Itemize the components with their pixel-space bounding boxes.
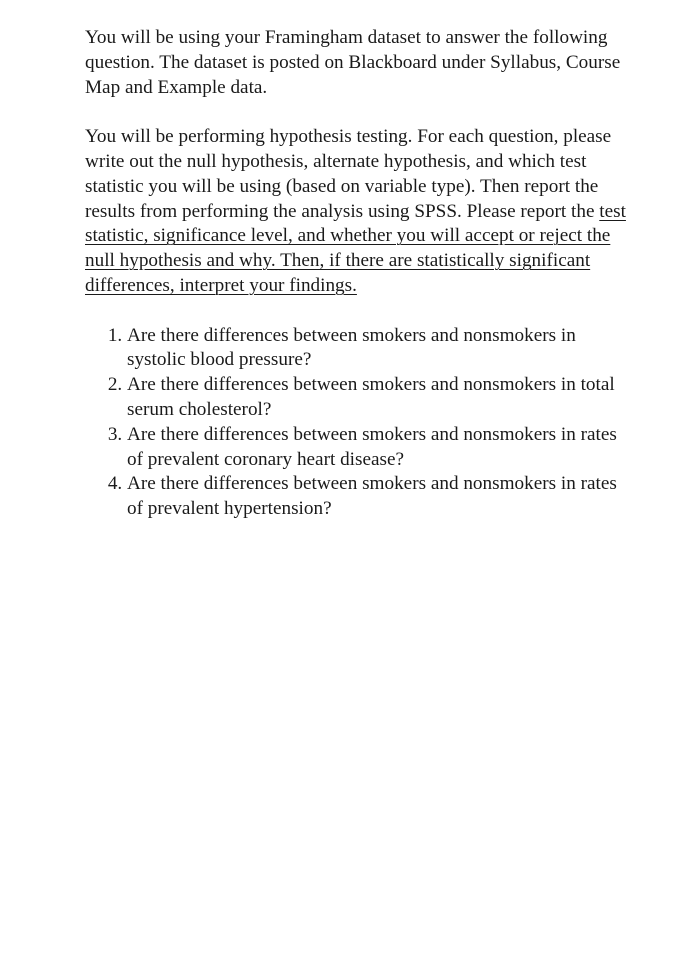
instructions-underlined-text: test statistic, significance level, and whether you will accept or reject the null hypothesis and why. Then, if there are statistically significant differences, interpret your findings. [85, 200, 626, 296]
intro-paragraph: You will be using your Framingham dataset to answer the following question. The dataset is posted on Blackboard under Syllabus, Course Map and Example data. [85, 27, 621, 98]
instructions-paragraph [85, 125, 630, 299]
question-item: 2. Are there differences between smokers and nonsmokers in total serum cholesterol? [127, 373, 630, 423]
question-item: 4. Are there differences between smokers and nonsmokers in rates of prevalent hypertension? [127, 472, 630, 522]
instructions-lead-text: You will be performing hypothesis testing. For each question, please write out the null hypothesis, alternate hypothesis, and which test statistic you will be using (based on variable type). Then report the results from performing the analysis using SPSS. Please report the [85, 126, 612, 222]
question-item: 1. Are there differences between smokers and nonsmokers in systolic blood pressure? [127, 324, 630, 374]
document-body [85, 26, 630, 522]
question-item: 3. Are there differences between smokers and nonsmokers in rates of prevalent coronary heart disease? [127, 423, 630, 473]
question-list [85, 324, 630, 522]
